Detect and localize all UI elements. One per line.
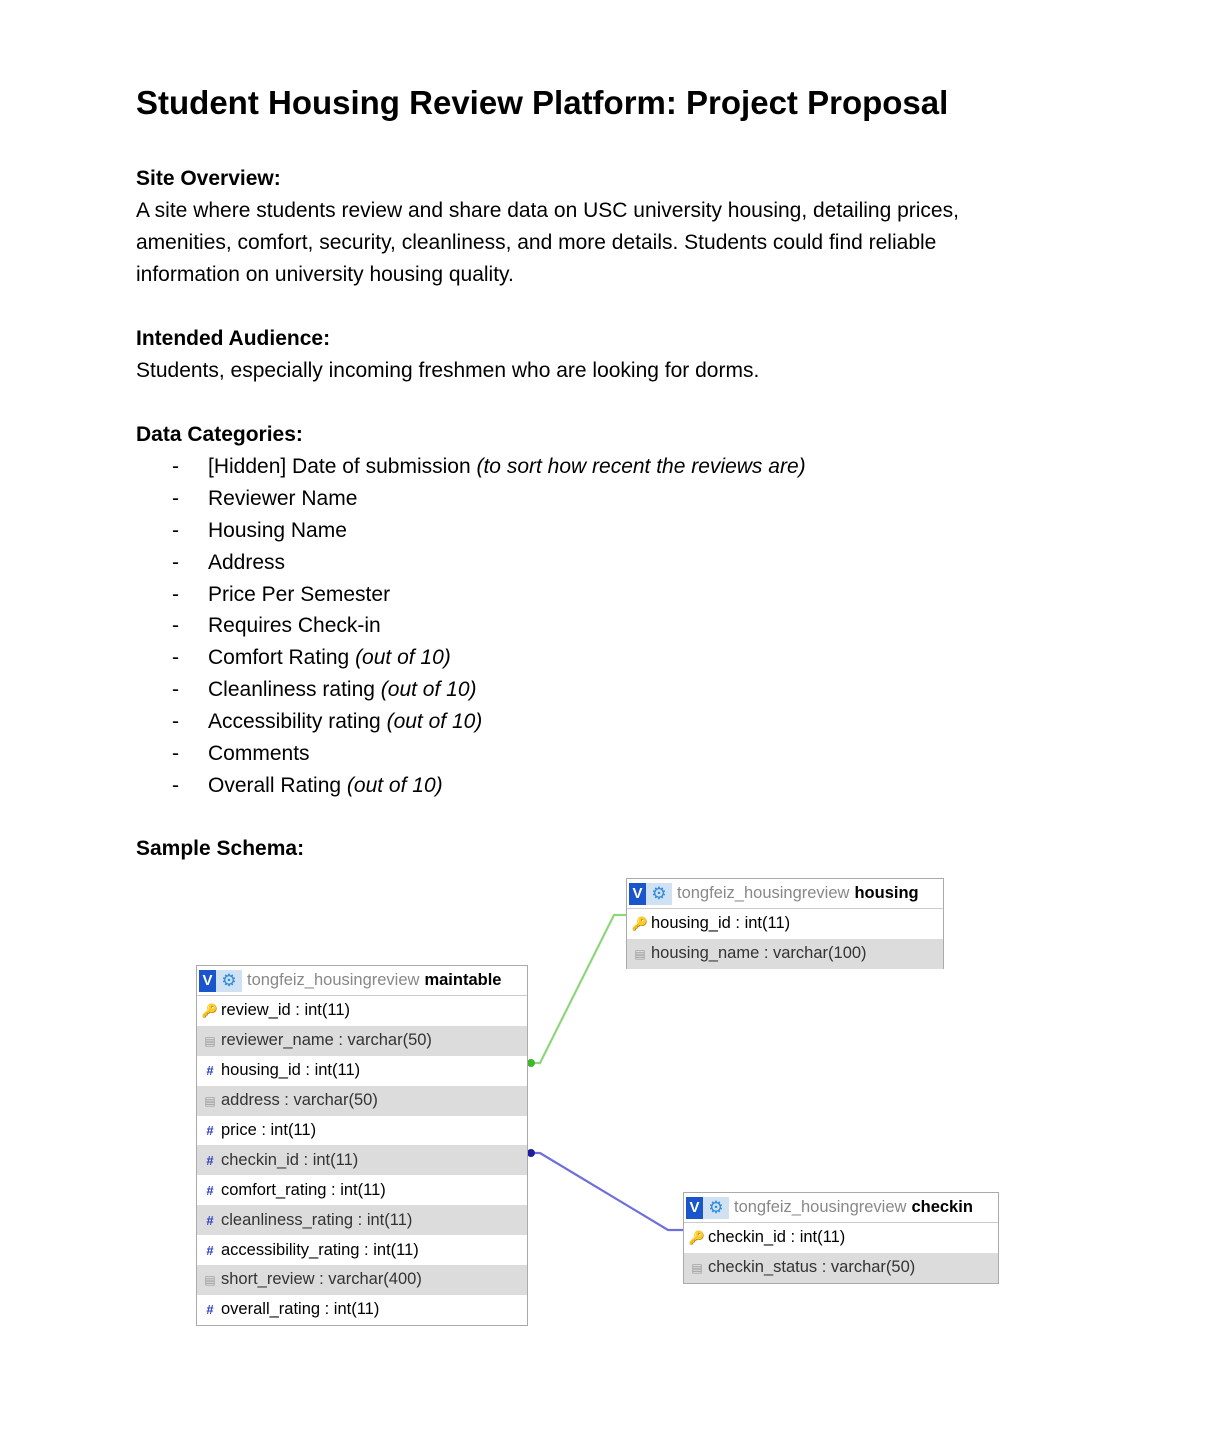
category-label: Overall Rating xyxy=(208,773,342,797)
bullet-dash: - xyxy=(172,486,179,510)
gear-icon[interactable]: ⚙ xyxy=(216,970,242,992)
numeric-column-icon: # xyxy=(206,1063,214,1079)
housing-table[interactable] xyxy=(626,878,944,969)
table-row[interactable] xyxy=(197,996,527,1026)
toggle-v-icon[interactable]: V xyxy=(686,1197,703,1219)
column-label: reviewer_name : varchar(50) xyxy=(221,1031,432,1050)
category-label: [Hidden] Date of submission xyxy=(208,455,471,478)
checkin-table[interactable] xyxy=(683,1192,999,1284)
bullet-dash: - xyxy=(172,646,179,670)
category-note: (out of 10) xyxy=(355,646,451,670)
bullet-dash: - xyxy=(172,614,179,638)
text-column-icon: ▤ xyxy=(204,1093,216,1108)
category-label: Price Per Semester xyxy=(208,582,391,606)
gear-icon[interactable]: ⚙ xyxy=(703,1197,729,1219)
numeric-column-icon: # xyxy=(206,1123,214,1138)
category-note: (out of 10) xyxy=(386,710,483,734)
category-label: Requires Check-in xyxy=(208,614,381,638)
database-name: tongfeiz_housingreview xyxy=(247,971,420,989)
numeric-column-icon: # xyxy=(206,1302,214,1318)
bullet-dash: - xyxy=(172,550,179,574)
sample-schema-heading: Sample Schema: xyxy=(136,837,305,860)
column-list xyxy=(197,996,527,1325)
table-row[interactable] xyxy=(197,1116,527,1146)
relation-line-housing xyxy=(528,915,626,1063)
toggle-v-icon[interactable]: V xyxy=(629,883,646,905)
table-row[interactable] xyxy=(684,1223,998,1253)
numeric-column-icon: # xyxy=(206,1182,214,1198)
table-row[interactable] xyxy=(197,1265,527,1295)
column-label: housing_name : varchar(100) xyxy=(651,944,867,963)
maintable-table[interactable] xyxy=(196,965,528,1326)
column-label: cleanliness_rating : int(11) xyxy=(221,1210,413,1229)
table-row[interactable] xyxy=(197,1056,527,1086)
column-label: checkin_id : int(11) xyxy=(221,1150,359,1169)
text-column-icon: ▤ xyxy=(691,1260,703,1275)
table-name: maintable xyxy=(424,971,502,989)
site-overview-text: A site where students review and share data on USC university housing, detailing prices, amenities, comfort, security, cleanliness, and more details. Students could find reliable information on university housing quality. xyxy=(136,199,959,286)
toggle-v-icon[interactable]: V xyxy=(199,970,216,992)
key-icon: 🔑 xyxy=(631,916,649,932)
category-label: Cleanliness rating xyxy=(208,678,375,702)
column-label: review_id : int(11) xyxy=(221,1001,350,1020)
column-list xyxy=(684,1223,998,1283)
bullet-dash: - xyxy=(172,518,179,542)
column-label: housing_id : int(11) xyxy=(221,1061,361,1080)
table-row[interactable] xyxy=(627,939,943,969)
relation-endpoint-checkin xyxy=(527,1149,535,1157)
category-label: Comfort Rating xyxy=(208,646,350,670)
table-name: housing xyxy=(854,884,919,902)
intended-audience-heading: Intended Audience: xyxy=(136,327,331,350)
database-name: tongfeiz_housingreview xyxy=(734,1198,907,1216)
category-label: Reviewer Name xyxy=(208,486,358,510)
gear-icon[interactable]: ⚙ xyxy=(646,883,672,905)
table-row[interactable] xyxy=(197,1175,527,1205)
text-column-icon: ▤ xyxy=(204,1272,216,1287)
category-label: Accessibility rating xyxy=(208,710,381,734)
numeric-column-icon: # xyxy=(206,1242,214,1258)
table-row[interactable] xyxy=(197,1295,527,1325)
column-label: checkin_status : varchar(50) xyxy=(708,1258,916,1277)
category-label: Comments xyxy=(208,742,310,766)
bullet-dash: - xyxy=(172,773,179,797)
key-icon: 🔑 xyxy=(201,1003,219,1019)
numeric-column-icon: # xyxy=(206,1212,214,1228)
key-icon: 🔑 xyxy=(688,1230,706,1246)
bullet-dash: - xyxy=(172,678,179,702)
table-row[interactable] xyxy=(197,1026,527,1056)
bullet-dash: - xyxy=(172,455,179,478)
category-note: (out of 10) xyxy=(380,678,477,702)
bullet-dash: - xyxy=(172,742,179,766)
database-name: tongfeiz_housingreview xyxy=(677,884,850,902)
column-label: checkin_id : int(11) xyxy=(708,1228,846,1247)
relation-endpoint-housing xyxy=(527,1059,535,1067)
column-label: address : varchar(50) xyxy=(221,1091,378,1110)
category-label: Housing Name xyxy=(208,518,347,542)
category-note: (to sort how recent the reviews are) xyxy=(476,455,806,478)
bullet-dash: - xyxy=(172,582,179,606)
table-name: checkin xyxy=(911,1198,973,1216)
table-row[interactable] xyxy=(197,1145,527,1175)
table-row[interactable] xyxy=(197,1235,527,1265)
column-label: accessibility_rating : int(11) xyxy=(221,1240,419,1259)
table-row[interactable] xyxy=(684,1253,998,1283)
column-label: short_review : varchar(400) xyxy=(221,1270,422,1289)
table-row[interactable] xyxy=(197,1086,527,1116)
data-categories-heading: Data Categories: xyxy=(136,423,303,446)
intended-audience-text: Students, especially incoming freshmen who are looking for dorms. xyxy=(136,359,760,382)
column-label: price : int(11) xyxy=(221,1121,317,1139)
column-label: comfort_rating : int(11) xyxy=(221,1180,386,1199)
category-label: Address xyxy=(208,550,286,574)
bullet-dash: - xyxy=(172,710,179,734)
table-header[interactable] xyxy=(197,966,527,996)
text-column-icon: ▤ xyxy=(204,1033,216,1048)
table-header[interactable] xyxy=(627,879,943,909)
table-header[interactable] xyxy=(684,1193,998,1223)
site-overview-heading: Site Overview: xyxy=(136,167,281,190)
column-label: overall_rating : int(11) xyxy=(221,1300,380,1319)
column-list xyxy=(627,909,943,969)
text-column-icon: ▤ xyxy=(634,946,646,961)
table-row[interactable] xyxy=(197,1205,527,1235)
numeric-column-icon: # xyxy=(206,1152,214,1168)
column-label: housing_id : int(11) xyxy=(651,914,791,933)
page-title: Student Housing Review Platform: Project Proposal xyxy=(136,84,949,121)
category-note: (out of 10) xyxy=(346,773,443,797)
relation-line-checkin xyxy=(528,1153,683,1230)
table-row[interactable] xyxy=(627,909,943,939)
